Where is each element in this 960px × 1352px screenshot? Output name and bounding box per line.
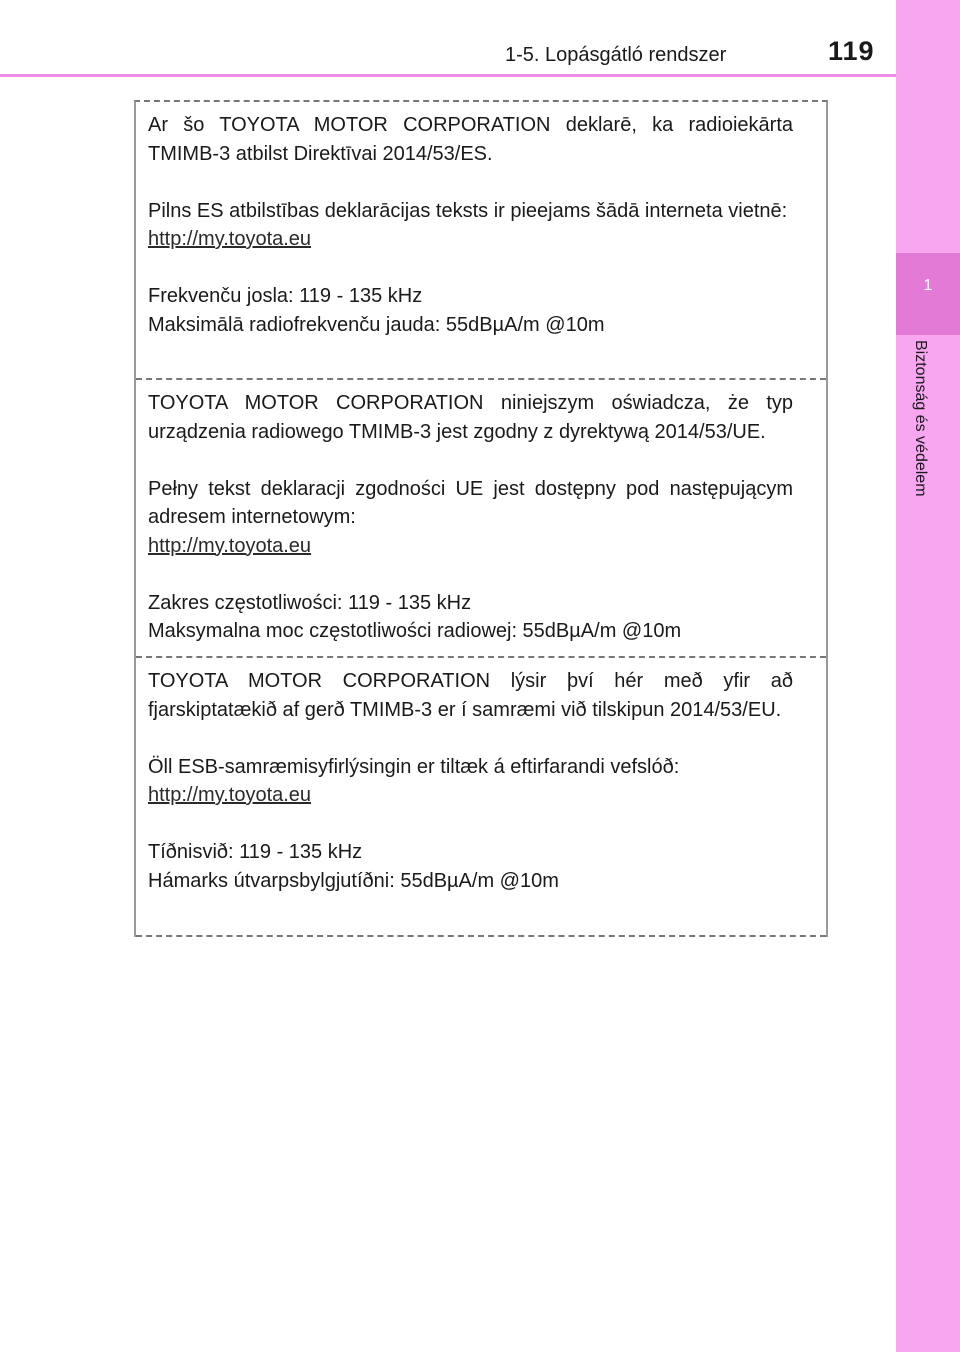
max-power: Maksymalna moc częstotliwości radiowej: 55dBµA/m @10m [148, 620, 682, 642]
declaration-section-polish [136, 380, 826, 658]
toyota-url-link[interactable]: http://my.toyota.eu [148, 228, 312, 250]
frequency-band: Frekvenču josla: 119 - 135 kHz [148, 285, 423, 307]
fulltext-notice: Pilns ES atbilstības deklarācijas teksts ir pieejams šādā interneta vietnē: [148, 199, 788, 222]
toyota-url-link[interactable]: http://my.toyota.eu [148, 534, 312, 557]
declaration-text: TOYOTA MOTOR CORPORATION niniejszym oświadcza, że typ urządzenia radiowego TMIMB-3 jest zgodny z dyrektywą 2014/53/UE. [148, 392, 793, 443]
max-power: Hámarks útvarpsbylgjutíðni: 55dBµA/m @10m [148, 869, 559, 892]
frequency-band: Zakres częstotliwości: 119 - 135 kHz [148, 591, 472, 614]
page-number: 119 [828, 36, 875, 66]
declaration-section-icelandic [136, 658, 826, 937]
chapter-number-tab[interactable]: 1 [896, 253, 960, 335]
section-title: 1-5. Lopásgátló rendszer [505, 44, 727, 66]
declaration-text: TOYOTA MOTOR CORPORATION lýsir því hér með yfir að fjarskiptatækið af gerð TMIMB-3 er í samræmi við tilskipun 2014/53/EU. [148, 670, 793, 721]
chapter-title: Biztonság és védelem [912, 340, 929, 497]
frequency-band: Tíðnisvið: 119 - 135 kHz [148, 841, 363, 863]
declaration-section-latvian [136, 102, 826, 380]
declaration-box [134, 100, 828, 937]
max-power: Maksimālā radiofrekvenču jauda: 55dBµA/m @10m [148, 313, 605, 336]
fulltext-notice: Öll ESB-samræmisyfirlýsingin er tiltæk á eftirfarandi vefslóð: [148, 755, 680, 778]
chapter-side-tab [896, 0, 960, 1352]
toyota-url-link[interactable]: http://my.toyota.eu [148, 784, 312, 806]
declaration-text: Ar šo TOYOTA MOTOR CORPORATION deklarē, ka radioiekārta TMIMB-3 atbilst Direktīvai 2014/53/ES. [148, 114, 793, 165]
fulltext-notice: Pełny tekst deklaracji zgodności UE jest dostępny pod następującym adresem internetowym: [148, 477, 793, 528]
header-rule [0, 74, 896, 77]
